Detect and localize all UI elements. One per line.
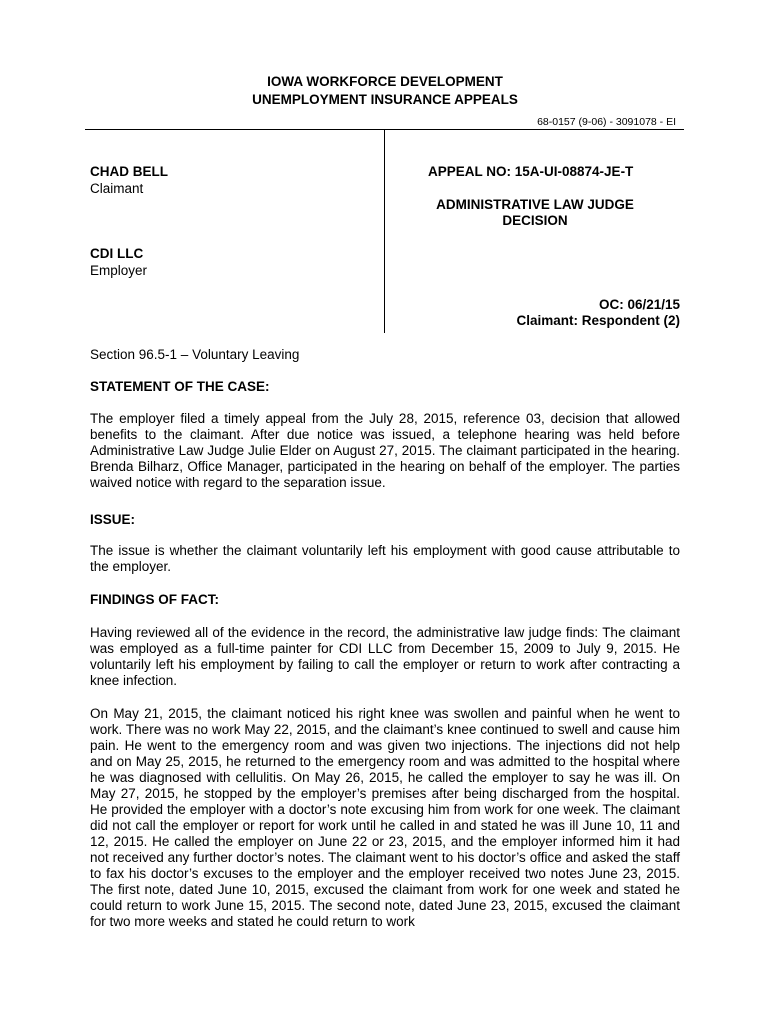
claimant-status: Claimant: Respondent (2) bbox=[516, 313, 680, 328]
section-reference: Section 96.5-1 – Voluntary Leaving bbox=[90, 347, 300, 362]
employer-name: CDI LLC bbox=[90, 246, 144, 261]
agency-title: IOWA WORKFORCE DEVELOPMENT bbox=[267, 74, 503, 89]
issue-text: The issue is whether the claimant voluntarily left his employment with good cause attributable to the employer. bbox=[90, 543, 680, 574]
findings-paragraph-1: Having reviewed all of the evidence in the record, the administrative law judge finds: The claimant was employed as a full-time painter for CDI LLC from December 15, 2009 to July 9, 2015. He voluntarily left his employment by failing to call the employer or return to work after contracting a knee infection. bbox=[90, 625, 680, 688]
decision-title-line-1: ADMINISTRATIVE LAW JUDGE bbox=[436, 197, 634, 212]
issue-heading: ISSUE: bbox=[90, 512, 136, 527]
employer-role: Employer bbox=[90, 263, 148, 278]
column-divider bbox=[384, 129, 385, 333]
division-title: UNEMPLOYMENT INSURANCE APPEALS bbox=[252, 92, 518, 107]
findings-heading: FINDINGS OF FACT: bbox=[90, 592, 219, 607]
claimant-name: CHAD BELL bbox=[90, 164, 168, 179]
statement-text: The employer filed a timely appeal from the July 28, 2015, reference 03, decision that allowed benefits to the claimant. After due notice was issued, a telephone hearing was held before Administrative Law Judge Julie Elder on August 27, 2015. The claimant participated in the hearing. Brenda Bilharz, Office Manager, participated in the hearing on behalf of the employer. The parties waived notice with regard to the separation issue. bbox=[90, 411, 680, 490]
claimant-role: Claimant bbox=[90, 181, 144, 196]
oc-date: OC: 06/21/15 bbox=[598, 297, 680, 312]
appeal-number: APPEAL NO: 15A-UI-08874-JE-T bbox=[428, 164, 634, 179]
findings-paragraph-2: On May 21, 2015, the claimant noticed his right knee was swollen and painful when he went to work. There was no work May 22, 2015, and the claimant’s knee continued to swell and cause him pain. He went to the emergency room and was given two injections. The injections did not help and on May 25, 2015, he returned to the emergency room and was admitted to the hospital where he was diagnosed with cellulitis. On May 26, 2015, he called the employer to say he was ill. On May 27, 2015, he stopped by the employer’s premises after being discharged from the hospital. He provided the employer with a doctor’s note excusing him from work for one week. The claimant did not call the employer or report for work until he called in and stated he was ill June 10, 11 and 12, 2015. He called the employer on June 22 or 23, 2015, and the employer informed him it had not received any further doctor’s notes. The claimant went to his doctor’s office and asked the staff to fax his doctor’s excuses to the employer and the employer received two notes June 23, 2015. The first note, dated June 10, 2015, excused the claimant from work for one week and stated he could return to work June 15, 2015. The second note, dated June 23, 2015, excused the claimant for two more weeks and stated he could return to work bbox=[90, 706, 680, 929]
statement-heading: STATEMENT OF THE CASE: bbox=[90, 379, 270, 394]
form-reference: 68-0157 (9-06) - 3091078 - EI bbox=[537, 116, 676, 128]
decision-title-line-2: DECISION bbox=[502, 213, 568, 228]
